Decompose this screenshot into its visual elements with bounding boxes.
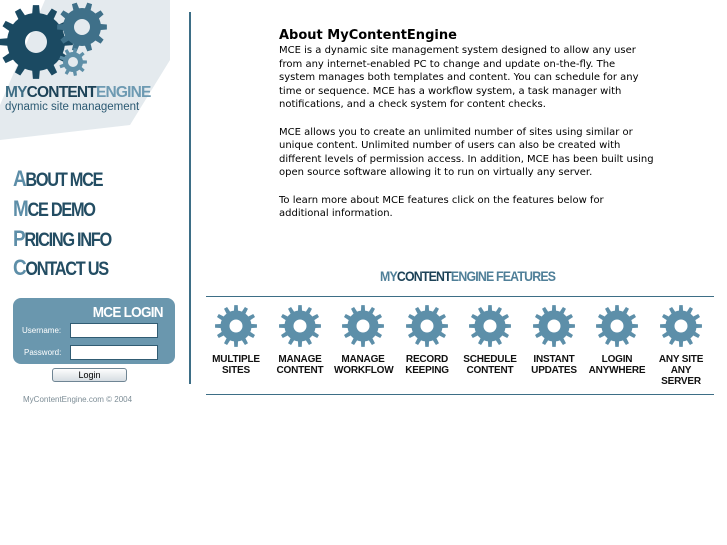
feature-label: MANAGE CONTENT [276, 354, 324, 376]
about-paragraph-1: MCE is a dynamic site management system designed to allow any user from any internet-enabled PC to change and update on-the-fly. The system manages both templates and content. You can schedule for any time or sequence. MCE has a workflow system, a task manager with notifications, and a check system for content checks. [279, 45, 639, 110]
sidebar [0, 0, 190, 545]
login-title: MCE LOGIN [92, 304, 163, 321]
brand-tagline: dynamic site management [5, 101, 140, 113]
features-heading: MYCONTENTENGINE FEATURES [380, 268, 556, 284]
feature-login-anywhere[interactable] [588, 304, 646, 376]
gear-icon [595, 304, 639, 348]
gear-icon [532, 304, 576, 348]
feature-any-site-any-server[interactable] [651, 304, 711, 387]
gear-icon [278, 304, 322, 348]
feature-record-keeping[interactable] [398, 304, 456, 376]
username-label: Username: [22, 326, 62, 335]
sidebar-divider [189, 12, 191, 384]
feature-multiple-sites[interactable] [207, 304, 265, 376]
gear-icon [405, 304, 449, 348]
feature-instant-updates[interactable] [525, 304, 583, 376]
about-section [279, 28, 654, 221]
password-input[interactable] [70, 345, 158, 360]
gear-icon [341, 304, 385, 348]
copyright-text: MyContentEngine.com © 2004 [23, 395, 133, 404]
gears-logo-icon [0, 0, 170, 140]
about-paragraph-2: MCE allows you to create an unlimited number of sites using similar or unique content. Unlimited number of users can also be created with different levels of permission access. In addition, MCE has been built using open source software allowing it to run on virtually any server. [279, 126, 654, 178]
nav-about-mce[interactable]: ABOUT MCE [13, 166, 103, 191]
feature-label: MULTIPLE SITES [212, 354, 260, 376]
page-title: About MyContentEngine [279, 28, 457, 43]
nav-contact-us[interactable]: CONTACT US [13, 255, 108, 280]
brand-name: MYCONTENTENGINE [5, 84, 151, 101]
features-top-rule [206, 296, 714, 297]
nav-pricing-info[interactable]: PRICING INFO [13, 226, 111, 251]
feature-label: INSTANT UPDATES [531, 354, 577, 376]
gear-icon [659, 304, 703, 348]
login-panel [13, 298, 175, 364]
feature-schedule-content[interactable] [461, 304, 519, 376]
password-label: Password: [24, 348, 62, 357]
username-input[interactable] [70, 323, 158, 338]
features-bottom-rule [206, 394, 714, 395]
about-paragraph-3: To learn more about MCE features click on the features below for additional information. [279, 194, 604, 219]
feature-label: ANY SITE ANY SERVER [658, 354, 704, 387]
gear-icon [214, 304, 258, 348]
feature-label: MANAGE WORKFLOW [334, 354, 394, 376]
feature-manage-content[interactable] [271, 304, 329, 376]
feature-label: LOGIN ANYWHERE [588, 354, 646, 376]
feature-label: SCHEDULE CONTENT [463, 354, 517, 376]
feature-manage-workflow[interactable] [334, 304, 392, 376]
feature-label: RECORD KEEPING [405, 354, 449, 376]
login-button[interactable]: Login [52, 368, 127, 382]
gear-icon [468, 304, 512, 348]
nav-mce-demo[interactable]: MCE DEMO [13, 196, 95, 221]
